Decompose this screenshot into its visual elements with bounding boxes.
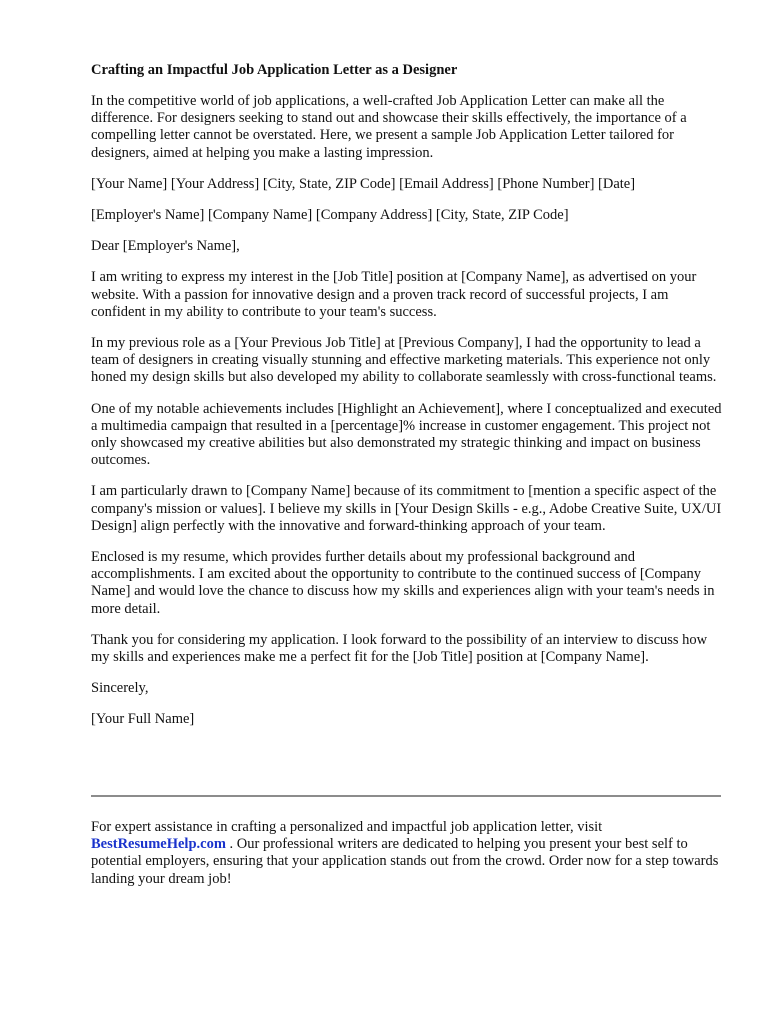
salutation: Dear [Employer's Name],: [91, 238, 240, 255]
letter-paragraph: In my previous role as a [Your Previous Job Title] at [Previous Company], I had the opportunity to lead a team of designers in creating visually stunning and effective marketing materials. This experience not only honed my design skills but also developed my ability to collaborate seamlessly with cross-functional teams.: [91, 335, 717, 386]
recipient-address-block: [Employer's Name] [Company Name] [Company Address] [City, State, ZIP Code]: [91, 207, 569, 224]
sign-off: Sincerely,: [91, 680, 149, 697]
signature-name: [Your Full Name]: [91, 711, 195, 728]
closing-paragraph: Thank you for considering my application. I look forward to the possibility of an interview to discuss how my skills and experiences make me a perfect fit for the [Job Title] position at [Company Name].: [91, 631, 708, 666]
letter-paragraph: I am particularly drawn to [Company Name] because of its commitment to [mention a specific aspect of the company's mission or values]. I believe my skills in [Your Design Skills - e.g., Adobe Creative Suite, UX/UI Design] align perfectly with the innovative and forward-thinking approach of your team.: [91, 483, 722, 534]
footer-outro-text: . Our professional writers are dedicated to helping you present your best self to potential employers, ensuring that your application stands out from the crowd. Order now for a step towards landing your dream job!: [91, 836, 719, 887]
horizontal-divider: [91, 795, 721, 797]
letter-paragraph: Enclosed is my resume, which provides further details about my professional background and accomplishments. I am excited about the opportunity to contribute to the continued success of [Company Name] and would love the chance to discuss how my skills and experiences align with your team's needs in more detail.: [91, 549, 715, 617]
document-title: Crafting an Impactful Job Application Letter as a Designer: [91, 62, 458, 78]
sender-address-block: [Your Name] [Your Address] [City, State, ZIP Code] [Email Address] [Phone Number] [Date]: [91, 175, 636, 192]
footer-promo: [91, 819, 723, 888]
intro-paragraph: In the competitive world of job applications, a well-crafted Job Application Letter can make all the difference. For designers seeking to stand out and showcase their skills effectively, the importance of a compelling letter cannot be overstated. Here, we present a sample Job Application Letter tailored for designers, aimed at helping you make a lasting impression.: [91, 93, 687, 161]
bestresumehelp-link[interactable]: BestResumeHelp.com: [91, 836, 226, 853]
document-body: [91, 61, 723, 743]
letter-paragraph: One of my notable achievements includes [Highlight an Achievement], where I conceptualized and executed a multimedia campaign that resulted in a [percentage]% increase in customer engagement. This project not only showcased my creative abilities but also demonstrated my strategic thinking and impact on business outcomes.: [91, 400, 722, 469]
letter-paragraph: I am writing to express my interest in the [Job Title] position at [Company Name], as advertised on your website. With a passion for innovative design and a proven track record of successful projects, I am confident in my ability to contribute to your team's success.: [91, 269, 697, 320]
footer-intro-text: For expert assistance in crafting a personalized and impactful job application letter, visit: [91, 819, 603, 835]
